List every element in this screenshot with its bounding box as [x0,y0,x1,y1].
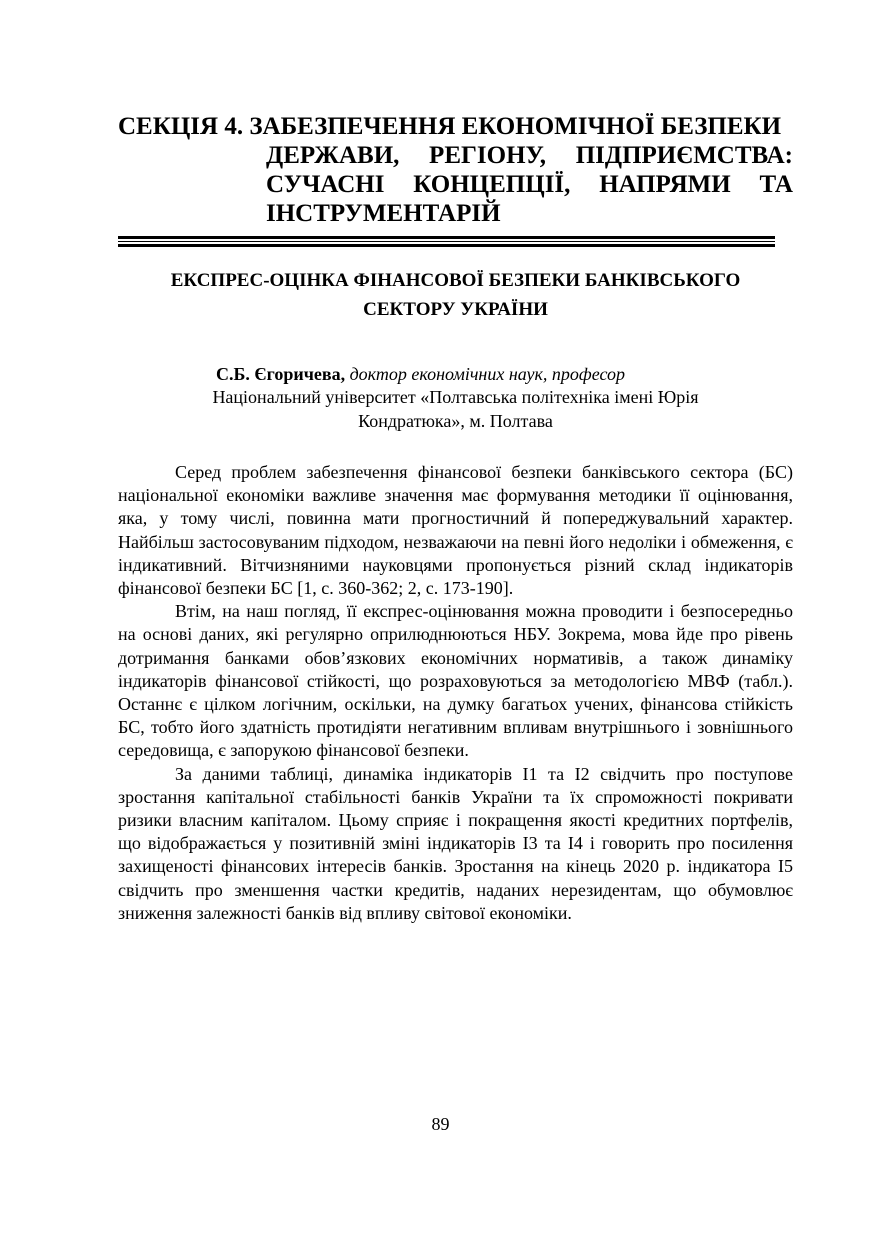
author-affiliation [118,385,793,433]
author-name: С.Б. Єгоричева, [216,364,346,384]
affiliation-line-2: Кондратюка», м. Полтава [358,411,553,431]
section-heading-line-2: ДЕРЖАВИ, РЕГІОНУ, ПІДПРИЄМСТВА: [266,142,793,169]
article-title-line-2: СЕКТОРУ УКРАЇНИ [363,299,548,320]
page-number: 89 [431,1114,450,1134]
article-title [118,266,793,324]
heading-rule-middle [118,241,775,242]
article-body [118,461,793,925]
section-heading-line-4: ІНСТРУМЕНТАРІЙ [266,200,501,227]
body-paragraph: За даними таблиці, динаміка індикаторів І1 та І2 свідчить про поступове зростання капітальної стабільності банків України та їх спроможності покривати ризики власним капіталом. Цьому сприяє і покращення якості кредитних портфелів, що відображається у позитивній зміні індикаторів І3 та І4 і говорить про посилення захищеності фінансових інтересів банків. Зростання на кінець 2020 р. індикатора І5 свідчить про зменшення частки кредитів, наданих нерезидентам, що обумовлює зниження залежності банків від впливу світової економіки. [118,763,793,923]
author-line [216,362,625,386]
body-paragraph: Втім, на наш погляд, її експрес-оцінювання можна проводити і безпосередньо на основі даних, які регулярно оприлюднюються НБУ. Зокрема, мова йде про рівень дотримання банками обов’язкових економічних нормативів, а також динаміку індикаторів фінансової стійкості, що розраховуються за методологією МВФ (табл.). Останнє є цілком логічним, оскільки, на думку багатьох учених, фінансова стійкість БС, тобто його здатність протидіяти негативним впливам внутрішнього і зовнішнього середовища, є запорукою фінансової безпеки. [118,601,793,761]
body-paragraph: Серед проблем забезпечення фінансової безпеки банківського сектора (БС) національної економіки важливе значення має формування методики її оцінювання, яка, у тому числі, повинна мати прогностичний й попереджувальний характер. Найбільш застосовуваним підходом, незважаючи на певні його недоліки і обмеження, є індикативний. Вітчизняними науковцями пропонується різний склад індикаторів фінансової безпеки БС [1, с. 360-362; 2, с. 173-190]. [118,462,793,599]
heading-rule-top [118,236,775,239]
affiliation-line-1: Національний університет «Полтавська політехніка імені Юрія [212,387,699,407]
article-title-line-1: ЕКСПРЕС-ОЦІНКА ФІНАНСОВОЇ БЕЗПЕКИ БАНКІВСЬКОГО [170,270,741,291]
section-heading-line-3: СУЧАСНІ КОНЦЕПЦІЇ, НАПРЯМИ ТА [266,171,793,198]
heading-rule-bottom [118,244,775,247]
section-heading-line-1: СЕКЦІЯ 4. ЗАБЕЗПЕЧЕННЯ ЕКОНОМІЧНОЇ БЕЗПЕКИ [118,113,782,140]
section-heading [118,112,793,228]
author-role: доктор економічних наук, професор [349,364,626,384]
